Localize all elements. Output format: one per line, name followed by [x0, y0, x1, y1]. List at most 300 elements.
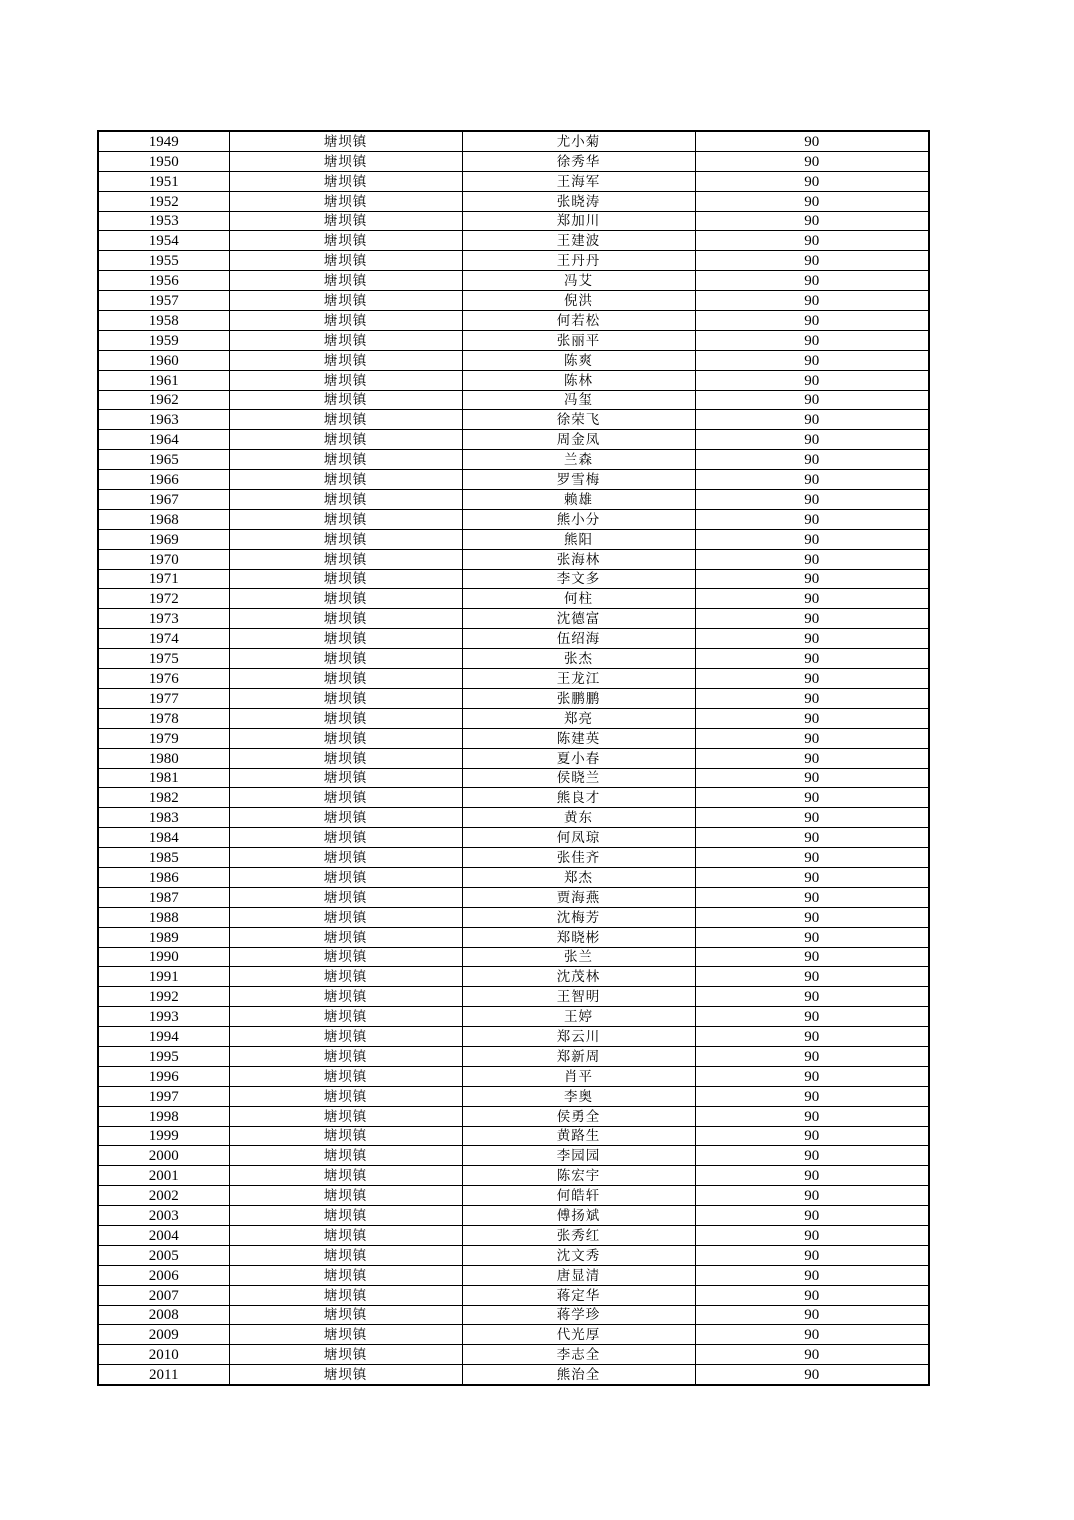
row-number-cell: 1991: [98, 967, 229, 987]
name-cell: 李奥: [462, 1086, 695, 1106]
score-cell: 90: [695, 1245, 929, 1265]
row-number-cell: 1995: [98, 1046, 229, 1066]
name-cell: 熊良才: [462, 788, 695, 808]
town-cell: 塘坝镇: [229, 927, 462, 947]
name-cell: 李文多: [462, 569, 695, 589]
score-cell: 90: [695, 669, 929, 689]
town-cell: 塘坝镇: [229, 271, 462, 291]
name-cell: 王建波: [462, 231, 695, 251]
score-cell: 90: [695, 211, 929, 231]
town-cell: 塘坝镇: [229, 1126, 462, 1146]
score-cell: 90: [695, 370, 929, 390]
town-cell: 塘坝镇: [229, 1146, 462, 1166]
row-number-cell: 1950: [98, 151, 229, 171]
name-cell: 张兰: [462, 947, 695, 967]
name-cell: 徐荣飞: [462, 410, 695, 430]
score-cell: 90: [695, 271, 929, 291]
score-cell: 90: [695, 848, 929, 868]
name-cell: 郑加川: [462, 211, 695, 231]
score-cell: 90: [695, 1345, 929, 1365]
row-number-cell: 1963: [98, 410, 229, 430]
score-cell: 90: [695, 649, 929, 669]
row-number-cell: 1955: [98, 251, 229, 271]
name-cell: 代光厚: [462, 1325, 695, 1345]
town-cell: 塘坝镇: [229, 848, 462, 868]
table-row: [98, 490, 929, 510]
name-cell: 尤小菊: [462, 131, 695, 151]
row-number-cell: 1981: [98, 768, 229, 788]
town-cell: 塘坝镇: [229, 768, 462, 788]
table-row: [98, 330, 929, 350]
name-cell: 何皓轩: [462, 1186, 695, 1206]
row-number-cell: 2003: [98, 1206, 229, 1226]
name-cell: 倪洪: [462, 291, 695, 311]
table-row: [98, 191, 929, 211]
table-row: [98, 1106, 929, 1126]
town-cell: 塘坝镇: [229, 987, 462, 1007]
row-number-cell: 2007: [98, 1285, 229, 1305]
score-cell: 90: [695, 788, 929, 808]
row-number-cell: 1983: [98, 808, 229, 828]
town-cell: 塘坝镇: [229, 1225, 462, 1245]
town-cell: 塘坝镇: [229, 1086, 462, 1106]
table-row: [98, 768, 929, 788]
name-cell: 兰森: [462, 450, 695, 470]
score-cell: 90: [695, 529, 929, 549]
row-number-cell: 2008: [98, 1305, 229, 1325]
table-row: [98, 1265, 929, 1285]
name-cell: 熊治全: [462, 1365, 695, 1385]
row-number-cell: 1961: [98, 370, 229, 390]
score-cell: 90: [695, 1126, 929, 1146]
score-cell: 90: [695, 967, 929, 987]
score-cell: 90: [695, 490, 929, 510]
row-number-cell: 2002: [98, 1186, 229, 1206]
row-number-cell: 1994: [98, 1027, 229, 1047]
name-cell: 郑新周: [462, 1046, 695, 1066]
row-number-cell: 1985: [98, 848, 229, 868]
town-cell: 塘坝镇: [229, 1305, 462, 1325]
name-cell: 陈宏宇: [462, 1166, 695, 1186]
table-row: [98, 529, 929, 549]
row-number-cell: 2006: [98, 1265, 229, 1285]
name-cell: 沈文秀: [462, 1245, 695, 1265]
table-row: [98, 1086, 929, 1106]
town-cell: 塘坝镇: [229, 1186, 462, 1206]
score-cell: 90: [695, 1086, 929, 1106]
data-table: [97, 130, 930, 1386]
name-cell: 熊阳: [462, 529, 695, 549]
row-number-cell: 1986: [98, 867, 229, 887]
town-cell: 塘坝镇: [229, 629, 462, 649]
score-cell: 90: [695, 1325, 929, 1345]
score-cell: 90: [695, 509, 929, 529]
town-cell: 塘坝镇: [229, 470, 462, 490]
score-cell: 90: [695, 808, 929, 828]
table-row: [98, 1365, 929, 1385]
score-cell: 90: [695, 470, 929, 490]
row-number-cell: 1968: [98, 509, 229, 529]
score-cell: 90: [695, 410, 929, 430]
town-cell: 塘坝镇: [229, 708, 462, 728]
table-row: [98, 211, 929, 231]
table-row: [98, 609, 929, 629]
town-cell: 塘坝镇: [229, 350, 462, 370]
table-row: [98, 251, 929, 271]
town-cell: 塘坝镇: [229, 171, 462, 191]
table-row: [98, 1146, 929, 1166]
table-row: [98, 271, 929, 291]
row-number-cell: 2010: [98, 1345, 229, 1365]
table-row: [98, 1305, 929, 1325]
row-number-cell: 1980: [98, 748, 229, 768]
table-row: [98, 1166, 929, 1186]
name-cell: 王龙江: [462, 669, 695, 689]
town-cell: 塘坝镇: [229, 947, 462, 967]
row-number-cell: 2009: [98, 1325, 229, 1345]
score-cell: 90: [695, 231, 929, 251]
name-cell: 周金凤: [462, 430, 695, 450]
score-cell: 90: [695, 1365, 929, 1385]
town-cell: 塘坝镇: [229, 907, 462, 927]
score-cell: 90: [695, 1285, 929, 1305]
row-number-cell: 2000: [98, 1146, 229, 1166]
name-cell: 张杰: [462, 649, 695, 669]
town-cell: 塘坝镇: [229, 1027, 462, 1047]
name-cell: 贾海燕: [462, 887, 695, 907]
name-cell: 肖平: [462, 1066, 695, 1086]
name-cell: 郑亮: [462, 708, 695, 728]
table-row: [98, 987, 929, 1007]
row-number-cell: 1982: [98, 788, 229, 808]
town-cell: 塘坝镇: [229, 490, 462, 510]
table-row: [98, 907, 929, 927]
table-row: [98, 470, 929, 490]
score-cell: 90: [695, 728, 929, 748]
row-number-cell: 1952: [98, 191, 229, 211]
name-cell: 陈建英: [462, 728, 695, 748]
name-cell: 侯晓兰: [462, 768, 695, 788]
town-cell: 塘坝镇: [229, 131, 462, 151]
table-row: [98, 947, 929, 967]
town-cell: 塘坝镇: [229, 728, 462, 748]
town-cell: 塘坝镇: [229, 748, 462, 768]
name-cell: 王智明: [462, 987, 695, 1007]
town-cell: 塘坝镇: [229, 311, 462, 331]
table-row: [98, 1245, 929, 1265]
row-number-cell: 1990: [98, 947, 229, 967]
name-cell: 罗雪梅: [462, 470, 695, 490]
table-row: [98, 927, 929, 947]
score-cell: 90: [695, 589, 929, 609]
row-number-cell: 1962: [98, 390, 229, 410]
town-cell: 塘坝镇: [229, 1345, 462, 1365]
row-number-cell: 1998: [98, 1106, 229, 1126]
score-cell: 90: [695, 629, 929, 649]
row-number-cell: 1974: [98, 629, 229, 649]
name-cell: 黄东: [462, 808, 695, 828]
row-number-cell: 1969: [98, 529, 229, 549]
town-cell: 塘坝镇: [229, 828, 462, 848]
row-number-cell: 1949: [98, 131, 229, 151]
row-number-cell: 1953: [98, 211, 229, 231]
table-row: [98, 1007, 929, 1027]
row-number-cell: 1970: [98, 549, 229, 569]
score-cell: 90: [695, 151, 929, 171]
score-cell: 90: [695, 1146, 929, 1166]
name-cell: 陈林: [462, 370, 695, 390]
row-number-cell: 1979: [98, 728, 229, 748]
table-row: [98, 430, 929, 450]
table-row: [98, 1186, 929, 1206]
name-cell: 张秀红: [462, 1225, 695, 1245]
score-cell: 90: [695, 947, 929, 967]
name-cell: 张海林: [462, 549, 695, 569]
score-cell: 90: [695, 887, 929, 907]
table-row: [98, 1126, 929, 1146]
name-cell: 冯玺: [462, 390, 695, 410]
name-cell: 黄路生: [462, 1126, 695, 1146]
table-row: [98, 649, 929, 669]
town-cell: 塘坝镇: [229, 1245, 462, 1265]
row-number-cell: 1956: [98, 271, 229, 291]
name-cell: 徐秀华: [462, 151, 695, 171]
score-cell: 90: [695, 748, 929, 768]
town-cell: 塘坝镇: [229, 251, 462, 271]
town-cell: 塘坝镇: [229, 1066, 462, 1086]
table-row: [98, 808, 929, 828]
score-cell: 90: [695, 131, 929, 151]
score-cell: 90: [695, 311, 929, 331]
town-cell: 塘坝镇: [229, 1365, 462, 1385]
town-cell: 塘坝镇: [229, 887, 462, 907]
row-number-cell: 1958: [98, 311, 229, 331]
score-cell: 90: [695, 1007, 929, 1027]
table-row: [98, 509, 929, 529]
score-cell: 90: [695, 1027, 929, 1047]
name-cell: 陈爽: [462, 350, 695, 370]
town-cell: 塘坝镇: [229, 410, 462, 430]
row-number-cell: 1977: [98, 688, 229, 708]
row-number-cell: 1973: [98, 609, 229, 629]
table-row: [98, 1027, 929, 1047]
name-cell: 何凤琼: [462, 828, 695, 848]
town-cell: 塘坝镇: [229, 1007, 462, 1027]
table-row: [98, 728, 929, 748]
row-number-cell: 1965: [98, 450, 229, 470]
name-cell: 郑云川: [462, 1027, 695, 1047]
row-number-cell: 1972: [98, 589, 229, 609]
name-cell: 王丹丹: [462, 251, 695, 271]
table-row: [98, 370, 929, 390]
table-row: [98, 1225, 929, 1245]
score-cell: 90: [695, 907, 929, 927]
name-cell: 蒋学珍: [462, 1305, 695, 1325]
town-cell: 塘坝镇: [229, 609, 462, 629]
table-row: [98, 669, 929, 689]
score-cell: 90: [695, 1225, 929, 1245]
row-number-cell: 1978: [98, 708, 229, 728]
row-number-cell: 1975: [98, 649, 229, 669]
name-cell: 李园园: [462, 1146, 695, 1166]
table-row: [98, 311, 929, 331]
table-row: [98, 708, 929, 728]
row-number-cell: 1951: [98, 171, 229, 191]
town-cell: 塘坝镇: [229, 649, 462, 669]
name-cell: 张丽平: [462, 330, 695, 350]
name-cell: 张晓涛: [462, 191, 695, 211]
town-cell: 塘坝镇: [229, 509, 462, 529]
table-row: [98, 887, 929, 907]
score-cell: 90: [695, 609, 929, 629]
name-cell: 沈茂林: [462, 967, 695, 987]
town-cell: 塘坝镇: [229, 549, 462, 569]
table-row: [98, 788, 929, 808]
table-row: [98, 231, 929, 251]
name-cell: 张鹏鹏: [462, 688, 695, 708]
row-number-cell: 1993: [98, 1007, 229, 1027]
row-number-cell: 2011: [98, 1365, 229, 1385]
town-cell: 塘坝镇: [229, 450, 462, 470]
town-cell: 塘坝镇: [229, 1206, 462, 1226]
score-cell: 90: [695, 390, 929, 410]
name-cell: 熊小分: [462, 509, 695, 529]
town-cell: 塘坝镇: [229, 1046, 462, 1066]
row-number-cell: 2001: [98, 1166, 229, 1186]
score-cell: 90: [695, 1206, 929, 1226]
table-row: [98, 569, 929, 589]
name-cell: 伍绍海: [462, 629, 695, 649]
score-cell: 90: [695, 1186, 929, 1206]
name-cell: 李志全: [462, 1345, 695, 1365]
name-cell: 唐显清: [462, 1265, 695, 1285]
row-number-cell: 1964: [98, 430, 229, 450]
score-cell: 90: [695, 708, 929, 728]
row-number-cell: 1984: [98, 828, 229, 848]
table-row: [98, 848, 929, 868]
row-number-cell: 1999: [98, 1126, 229, 1146]
town-cell: 塘坝镇: [229, 808, 462, 828]
name-cell: 郑晓彬: [462, 927, 695, 947]
row-number-cell: 1967: [98, 490, 229, 510]
name-cell: 侯勇全: [462, 1106, 695, 1126]
table-row: [98, 151, 929, 171]
town-cell: 塘坝镇: [229, 430, 462, 450]
town-cell: 塘坝镇: [229, 1265, 462, 1285]
town-cell: 塘坝镇: [229, 529, 462, 549]
table-row: [98, 748, 929, 768]
table-row: [98, 1206, 929, 1226]
score-cell: 90: [695, 549, 929, 569]
name-cell: 何柱: [462, 589, 695, 609]
score-cell: 90: [695, 450, 929, 470]
row-number-cell: 1954: [98, 231, 229, 251]
town-cell: 塘坝镇: [229, 688, 462, 708]
score-cell: 90: [695, 927, 929, 947]
name-cell: 何若松: [462, 311, 695, 331]
town-cell: 塘坝镇: [229, 569, 462, 589]
table-row: [98, 1325, 929, 1345]
score-cell: 90: [695, 350, 929, 370]
town-cell: 塘坝镇: [229, 370, 462, 390]
table-row: [98, 171, 929, 191]
town-cell: 塘坝镇: [229, 1285, 462, 1305]
row-number-cell: 1976: [98, 669, 229, 689]
table-row: [98, 410, 929, 430]
score-cell: 90: [695, 569, 929, 589]
table-row: [98, 350, 929, 370]
town-cell: 塘坝镇: [229, 967, 462, 987]
name-cell: 傅扬斌: [462, 1206, 695, 1226]
score-cell: 90: [695, 251, 929, 271]
town-cell: 塘坝镇: [229, 191, 462, 211]
score-cell: 90: [695, 688, 929, 708]
score-cell: 90: [695, 987, 929, 1007]
score-cell: 90: [695, 291, 929, 311]
town-cell: 塘坝镇: [229, 669, 462, 689]
score-cell: 90: [695, 867, 929, 887]
town-cell: 塘坝镇: [229, 231, 462, 251]
table-row: [98, 450, 929, 470]
table-body: [98, 131, 929, 1385]
score-cell: 90: [695, 430, 929, 450]
row-number-cell: 1997: [98, 1086, 229, 1106]
score-cell: 90: [695, 768, 929, 788]
table-row: [98, 291, 929, 311]
score-cell: 90: [695, 1305, 929, 1325]
score-cell: 90: [695, 828, 929, 848]
name-cell: 王海军: [462, 171, 695, 191]
row-number-cell: 1988: [98, 907, 229, 927]
table-row: [98, 1066, 929, 1086]
row-number-cell: 2005: [98, 1245, 229, 1265]
table-row: [98, 967, 929, 987]
name-cell: 冯艾: [462, 271, 695, 291]
town-cell: 塘坝镇: [229, 211, 462, 231]
name-cell: 蒋定华: [462, 1285, 695, 1305]
score-cell: 90: [695, 1066, 929, 1086]
town-cell: 塘坝镇: [229, 788, 462, 808]
row-number-cell: 1957: [98, 291, 229, 311]
score-cell: 90: [695, 1265, 929, 1285]
name-cell: 沈德富: [462, 609, 695, 629]
row-number-cell: 1966: [98, 470, 229, 490]
row-number-cell: 1971: [98, 569, 229, 589]
table-row: [98, 549, 929, 569]
table-row: [98, 1046, 929, 1066]
table-row: [98, 629, 929, 649]
row-number-cell: 1992: [98, 987, 229, 1007]
town-cell: 塘坝镇: [229, 1106, 462, 1126]
name-cell: 夏小春: [462, 748, 695, 768]
town-cell: 塘坝镇: [229, 1166, 462, 1186]
name-cell: 赖雄: [462, 490, 695, 510]
score-cell: 90: [695, 1046, 929, 1066]
table-row: [98, 390, 929, 410]
score-cell: 90: [695, 191, 929, 211]
row-number-cell: 2004: [98, 1225, 229, 1245]
name-cell: 沈梅芳: [462, 907, 695, 927]
row-number-cell: 1996: [98, 1066, 229, 1086]
table-row: [98, 688, 929, 708]
name-cell: 郑杰: [462, 867, 695, 887]
table-row: [98, 589, 929, 609]
town-cell: 塘坝镇: [229, 589, 462, 609]
table-row: [98, 131, 929, 151]
town-cell: 塘坝镇: [229, 390, 462, 410]
town-cell: 塘坝镇: [229, 330, 462, 350]
row-number-cell: 1960: [98, 350, 229, 370]
